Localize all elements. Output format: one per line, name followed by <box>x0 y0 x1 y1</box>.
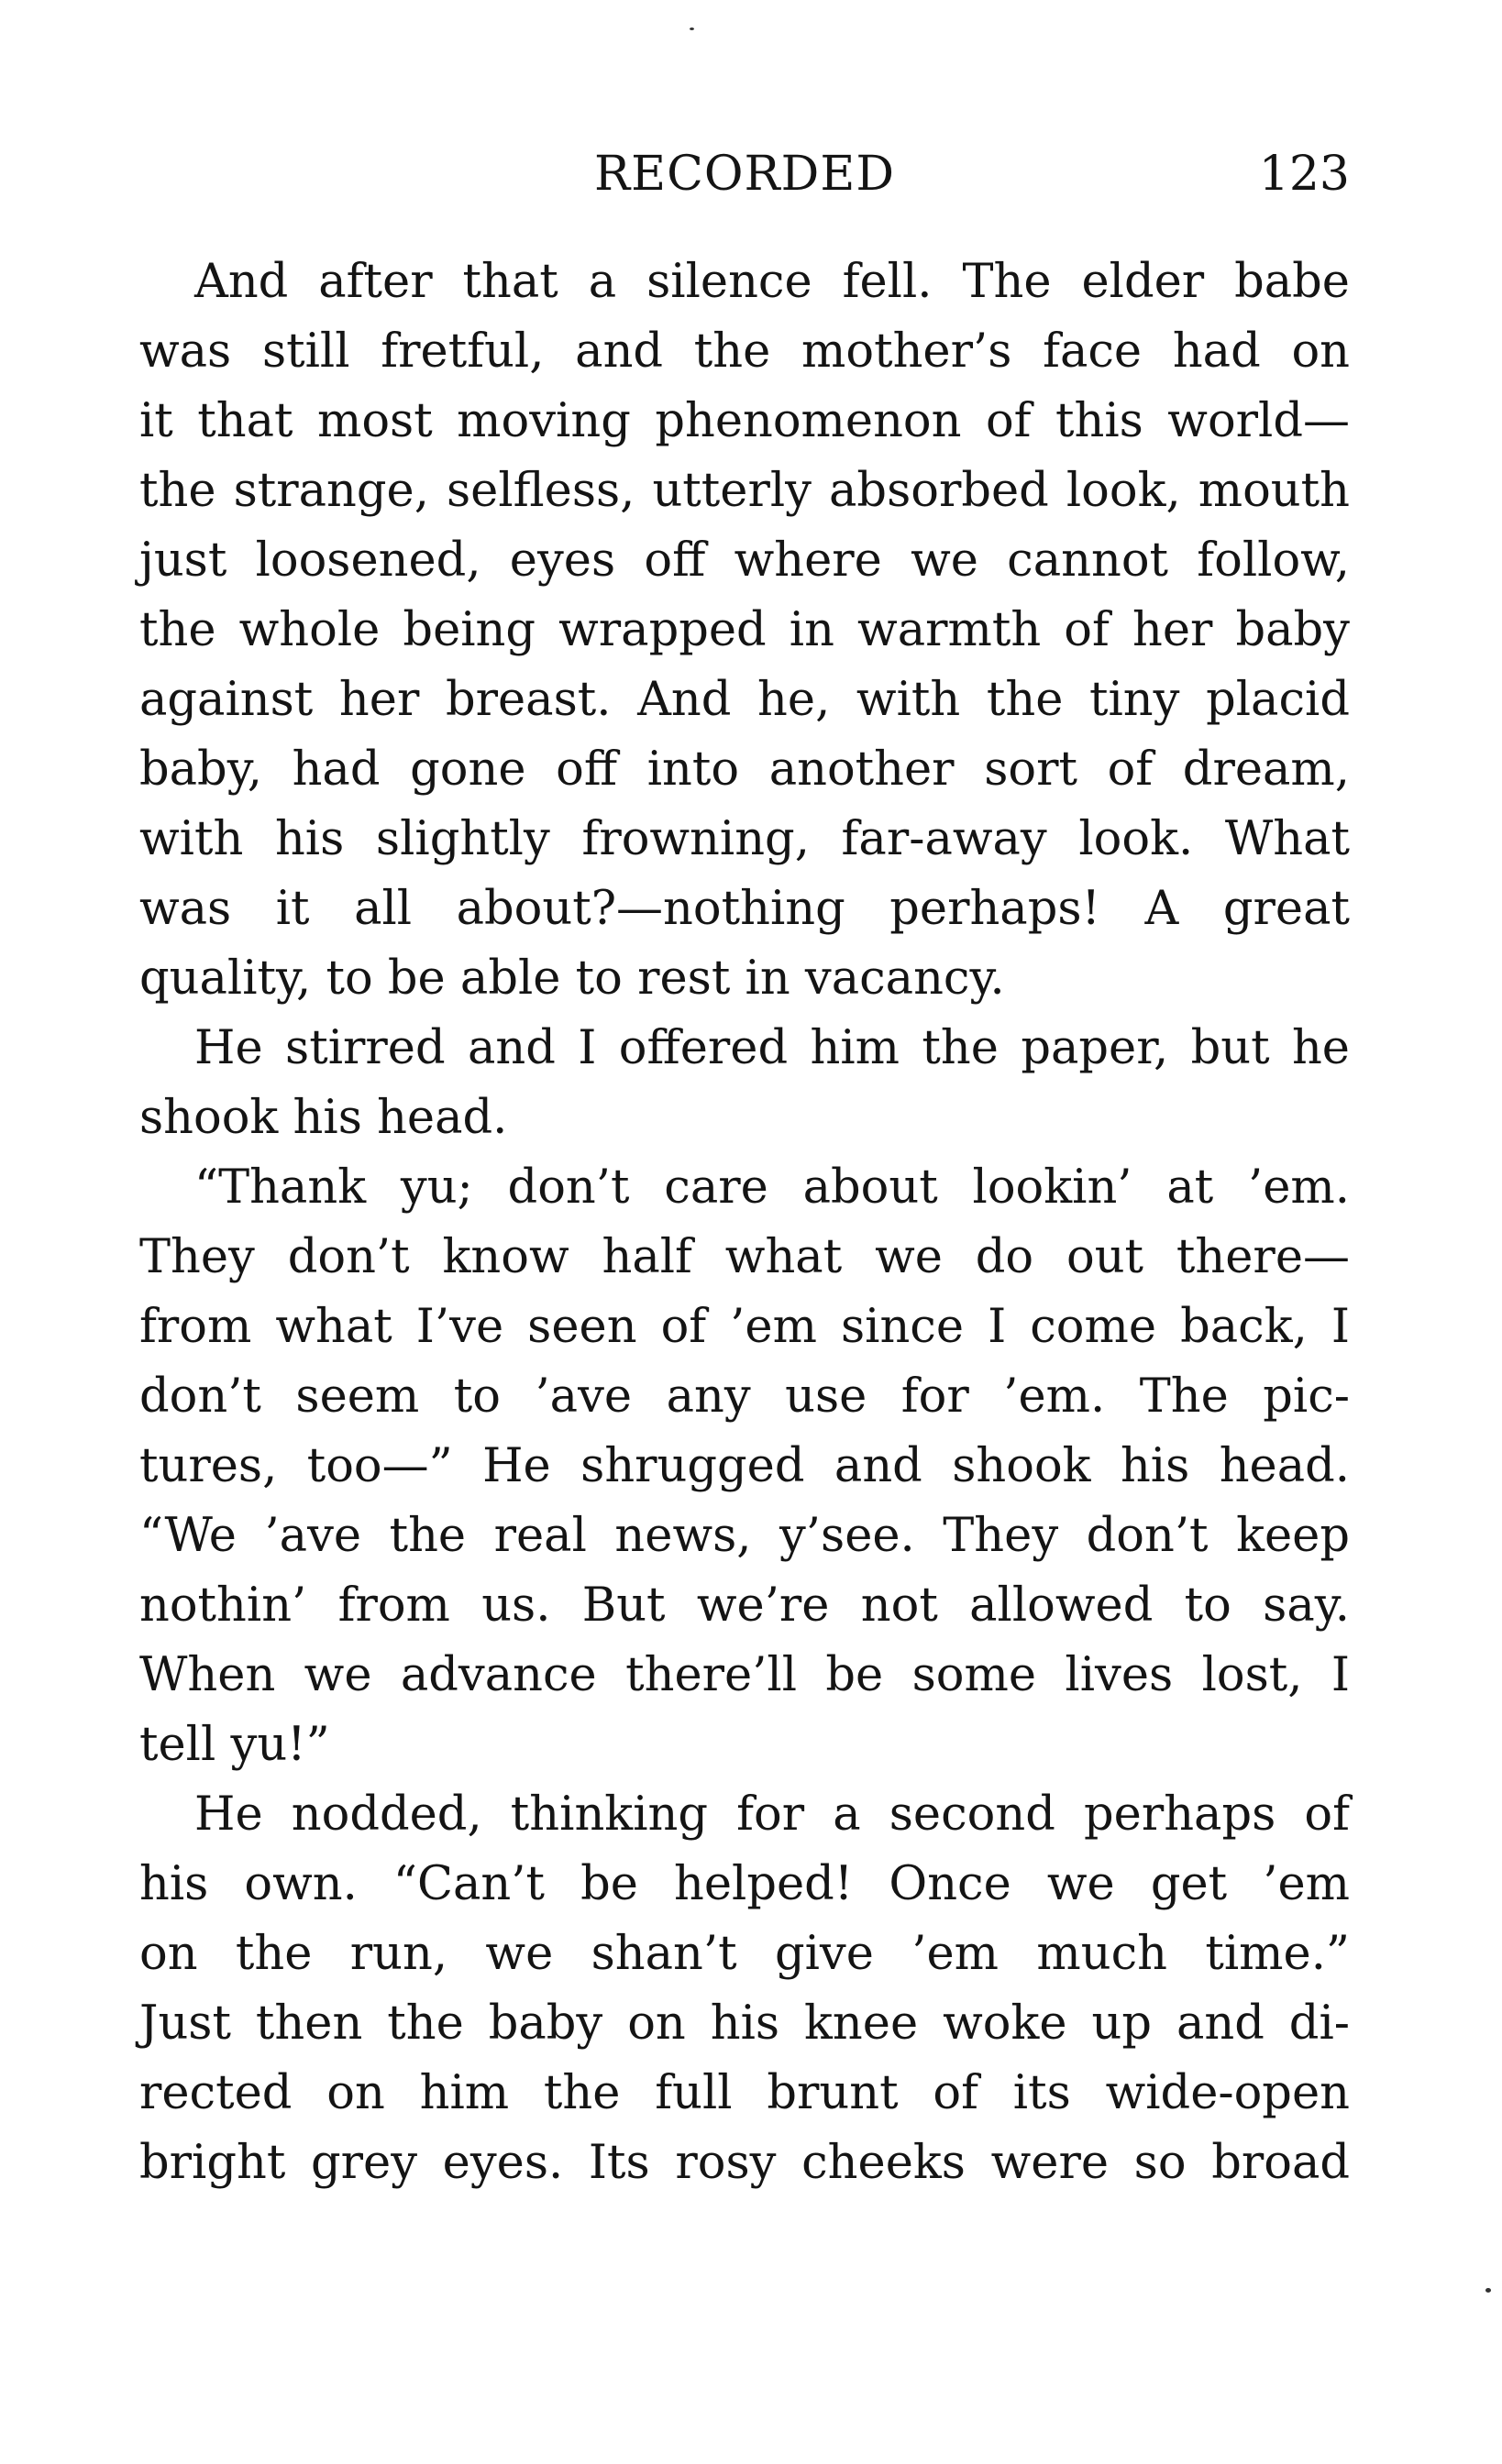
text-line: When we advance there’ll be some lives lost, I <box>139 1648 1350 1702</box>
text-line: nothin’ from us. But we’re not allowed to say. <box>139 1578 1350 1633</box>
text-line: They don’t know half what we do out there— <box>139 1230 1350 1284</box>
text-line: just loosened, eyes off where we cannot follow, <box>139 534 1350 588</box>
print-speck <box>1485 2288 1491 2293</box>
text-line: Just then the baby on his knee woke up and di- <box>139 1996 1350 2051</box>
text-line: the strange, selfless, utterly absorbed look, mouth <box>139 464 1350 518</box>
text-line: “We ’ave the real news, y’see. They don’t keep <box>139 1509 1350 1563</box>
text-line: his own. “Can’t be helped! Once we get ’em <box>139 1857 1350 1911</box>
text-line: bright grey eyes. Its rosy cheeks were so broad <box>139 2136 1350 2190</box>
text-line: baby, had gone off into another sort of dream, <box>139 742 1350 797</box>
running-title: RECORDED <box>593 147 896 202</box>
text-line: was still fretful, and the mother’s face had on <box>139 324 1350 379</box>
text-line: quality, to be able to rest in vacancy. <box>139 952 1005 1006</box>
text-line: rected on him the full brunt of its wide-open <box>139 2066 1350 2120</box>
text-line: He stirred and I offered him the paper, but he <box>194 1021 1350 1075</box>
text-line: don’t seem to ’ave any use for ’em. The pic- <box>139 1370 1350 1424</box>
text-line: was it all about?—nothing perhaps! A great <box>139 882 1350 936</box>
text-line: And after that a silence fell. The elder babe <box>194 255 1350 309</box>
page-number: 123 <box>1258 147 1350 202</box>
body-text <box>139 248 1350 2198</box>
text-line: tell yu!” <box>139 1718 330 1772</box>
text-line: it that most moving phenomenon of this world— <box>139 394 1350 448</box>
text-line: on the run, we shan’t give ’em much time.” <box>139 1927 1350 1981</box>
print-speck <box>690 28 694 30</box>
running-header <box>139 138 1350 211</box>
text-line: tures, too—” He shrugged and shook his head. <box>139 1439 1350 1493</box>
text-line: against her breast. And he, with the tiny placid <box>139 673 1350 727</box>
text-line: the whole being wrapped in warmth of her baby <box>139 603 1350 657</box>
text-line: “Thank yu; don’t care about lookin’ at ’em. <box>194 1160 1350 1215</box>
text-line: shook his head. <box>139 1091 508 1145</box>
text-line: with his slightly frowning, far-away look. What <box>139 812 1350 866</box>
text-line: He nodded, thinking for a second perhaps of <box>194 1788 1350 1842</box>
text-line: from what I’ve seen of ’em since I come back, I <box>139 1300 1350 1354</box>
